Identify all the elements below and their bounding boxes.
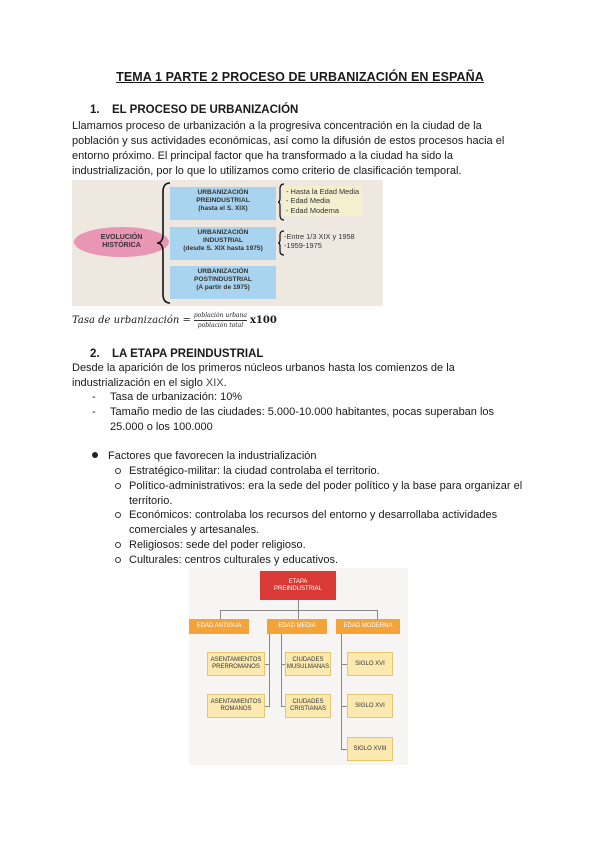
- leaf-siglo-xvi: SIGLO XVI: [347, 652, 393, 676]
- section2-number: 2.: [90, 348, 100, 360]
- formula-multiplier: x100: [249, 315, 277, 326]
- section2-para-prefix: Desde la aparición de los primeros núcleos urbanos hasta los comienzos de la industrialización en el siglo: [72, 362, 455, 389]
- section2-paragraph: [72, 361, 522, 391]
- note-ind-2: -1959-1975: [284, 241, 322, 251]
- document-title: TEMA 1 PARTE 2 PROCESO DE URBANIZACIÓN EN ESPAÑA: [116, 70, 484, 84]
- filled-bullet-icon: [92, 452, 98, 458]
- stage-preindustrial-line3: (hasta el S. XIX): [198, 204, 248, 212]
- branch-edad-antigua: EDAD ANTIGUA: [189, 619, 249, 634]
- stage-postindustrial-line2: POSTINDUSTRIAL: [194, 275, 252, 283]
- connector-line: [265, 664, 269, 665]
- leaf-line1: ASENTAMIENTOS: [210, 699, 262, 705]
- branch-edad-moderna: EDAD MODERNA: [336, 619, 400, 634]
- list-item: [115, 508, 525, 538]
- stage-industrial-line1: URBANIZACIÓN: [197, 229, 249, 236]
- leaf-asentamientos-prerromanos: [207, 652, 265, 676]
- section1-heading: [90, 104, 298, 116]
- dash-bullet: -: [92, 391, 96, 403]
- preindustrial-facts-list: [92, 390, 522, 435]
- factor-military: Estratégico-militar: la ciudad controlaba el territorio.: [129, 465, 380, 477]
- leaf-siglo-xvi-second: SIGLO XVI: [347, 694, 393, 718]
- formula-fraction: [194, 312, 247, 329]
- hollow-bullet-icon: [115, 542, 121, 548]
- leaf-line2: ROMANOS: [220, 706, 252, 712]
- leaf-asentamientos-romanos: [207, 694, 265, 718]
- connector-line: [377, 610, 378, 619]
- factor-cultural: Culturales: centros culturales y educativos.: [129, 553, 339, 566]
- leaf-line1: CIUDADES: [292, 657, 324, 663]
- connector-line: [281, 634, 282, 707]
- connector-line: [220, 610, 221, 619]
- note-pre-3: - Edad Moderna: [286, 205, 339, 215]
- org-root-line1: ETAPA: [288, 578, 308, 585]
- list-item: [115, 464, 525, 479]
- dash-bullet: -: [92, 406, 96, 418]
- fact-city-size: Tamaño medio de las ciudades: 5.000-10.000 habitantes, pocas superaban los 25.000 o los 100.000: [110, 406, 495, 433]
- factor-religious: Religiosos: sede del poder religioso.: [129, 538, 306, 551]
- org-root-node: [260, 571, 336, 600]
- stage-preindustrial: [170, 187, 276, 220]
- formula-denominator: población total: [197, 322, 244, 329]
- evolution-root-line2: HISTÓRICA: [102, 242, 141, 249]
- evolution-root-line1: EVOLUCIÓN: [100, 233, 143, 241]
- leaf-line1: ASENTAMIENTOS: [210, 657, 262, 663]
- connector-line: [269, 634, 270, 707]
- factors-heading: [92, 450, 317, 462]
- stage-postindustrial: [170, 266, 276, 299]
- evolution-diagram: [72, 180, 383, 306]
- factor-economic: Económicos: controlaba los recursos del entorno y desarrollaba actividades comerciales y artesanales.: [129, 509, 498, 537]
- branch-edad-media: EDAD MEDIA: [267, 619, 327, 634]
- list-item: [115, 553, 525, 568]
- leaf-siglo-xviii: SIGLO XVIII: [347, 737, 393, 761]
- hollow-bullet-icon: [115, 483, 121, 489]
- hollow-bullet-icon: [115, 468, 121, 474]
- org-root-line2: PREINDUSTRIAL: [273, 585, 322, 592]
- stage-postindustrial-line1: URBANIZACIÓN: [197, 268, 249, 275]
- stage-postindustrial-line3: (A partir de 1975): [196, 283, 250, 291]
- stage-preindustrial-line1: URBANIZACIÓN: [197, 189, 249, 196]
- fraction-bar: [194, 320, 247, 321]
- formula-lhs: Tasa de urbanización =: [72, 315, 191, 326]
- connector-line: [298, 600, 299, 610]
- list-item: [92, 405, 522, 435]
- list-item: [115, 479, 525, 509]
- leaf-line2: PRERROMANOS: [212, 664, 260, 670]
- stage-industrial-line3: (desde S. XIX hasta 1975): [183, 244, 263, 252]
- leaf-line2: MUSULMANAS: [286, 664, 330, 670]
- section1-heading-text: EL PROCESO DE URBANIZACIÓN: [112, 104, 299, 116]
- hollow-bullet-icon: [115, 512, 121, 518]
- section1-paragraph: Llamamos proceso de urbanización a la progresiva concentración en la ciudad de la población y sus actividades económicas, así como la difusión de estos procesos hacia el entorno próximo. El principal factor que ha transformado a la ciudad ha sido la industrialización, por lo que lo utilizamos como criterio de clasificación temporal.: [72, 120, 505, 177]
- section2-heading-text: LA ETAPA PREINDUSTRIAL: [112, 348, 264, 360]
- leaf-ciudades-musulmanas: [285, 652, 331, 676]
- stage-industrial: [170, 227, 276, 260]
- connector-line: [341, 634, 342, 750]
- section1-number: 1.: [90, 104, 100, 116]
- section2-heading: [90, 348, 263, 360]
- factors-heading-text: Factores que favorecen la industrialización: [108, 450, 317, 462]
- stage-industrial-line2: INDUSTRIAL: [203, 236, 243, 244]
- factors-list: [115, 464, 525, 568]
- leaf-ciudades-cristianas: [285, 694, 331, 718]
- evolution-root: [74, 227, 169, 257]
- list-item: [115, 538, 525, 553]
- stage-preindustrial-line2: PREINDUSTRIAL: [196, 196, 250, 204]
- formula-numerator: población urbana: [193, 312, 247, 319]
- industrial-notes: [284, 232, 355, 251]
- leaf-line1: CIUDADES: [292, 699, 324, 705]
- note-ind-1: -Entre 1/3 XIX y 1958: [284, 232, 355, 241]
- factor-political: Político-administrativos: era la sede del poder político y la base para organizar el territorio.: [129, 479, 523, 507]
- note-pre-2: - Edad Media: [286, 196, 330, 206]
- preindustrial-org-chart: [189, 568, 408, 765]
- leaf-line2: CRISTIANAS: [289, 706, 326, 712]
- connector-line: [298, 610, 299, 619]
- section2-para-end: .: [223, 377, 227, 389]
- fact-urbanization-rate: Tasa de urbanización: 10%: [110, 391, 243, 403]
- list-item: [92, 390, 522, 405]
- hollow-bullet-icon: [115, 557, 121, 563]
- preindustrial-notes: [283, 186, 362, 216]
- urbanization-rate-formula: [72, 312, 277, 329]
- section2-para-century: XIX: [205, 377, 224, 389]
- note-pre-1: - Hasta la Edad Media: [286, 187, 360, 196]
- connector-line: [265, 706, 269, 707]
